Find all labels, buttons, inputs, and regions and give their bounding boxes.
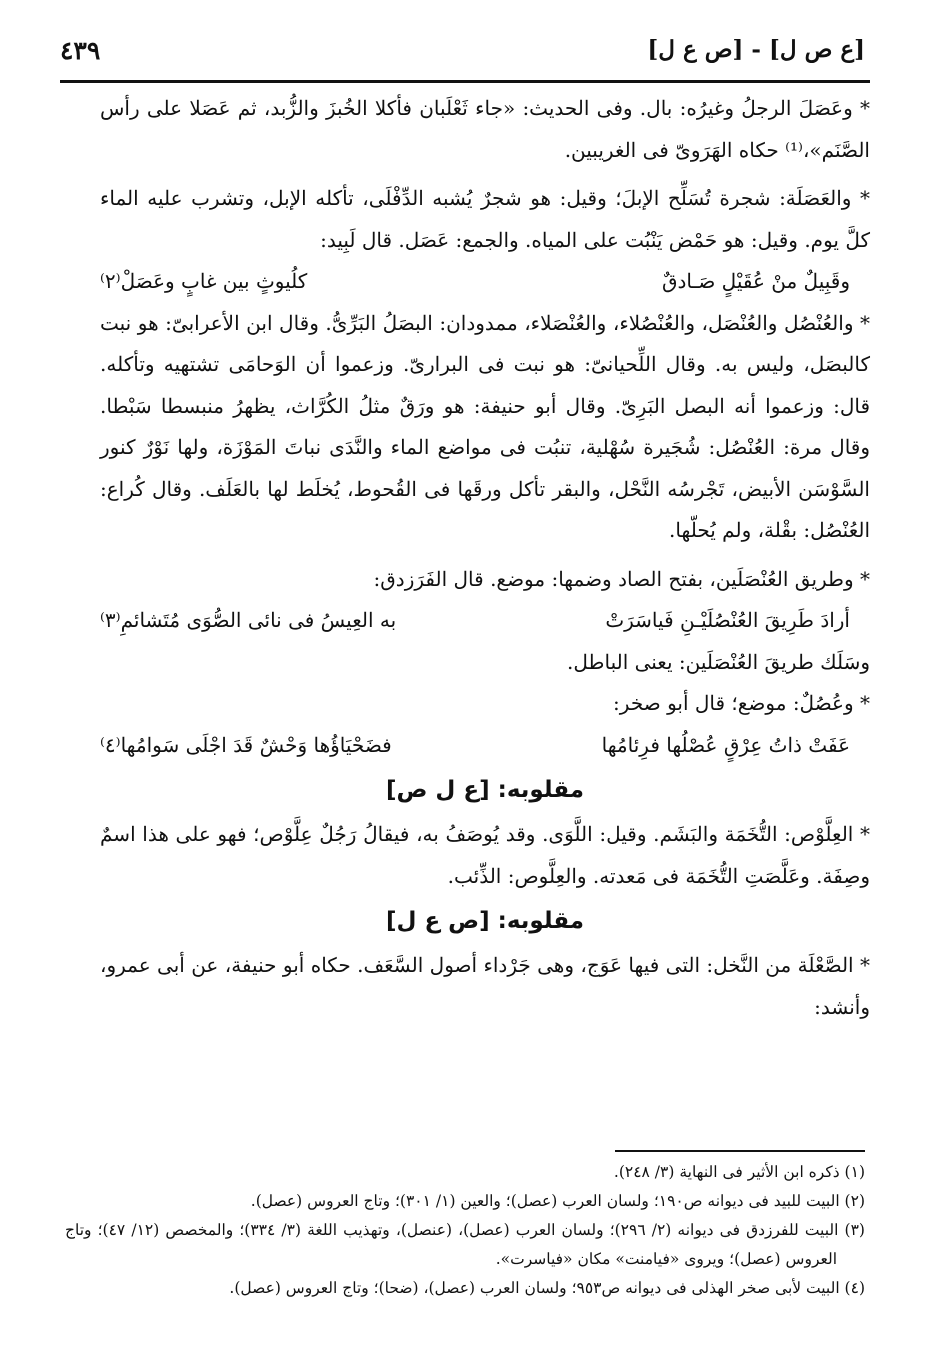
verse-labid (100, 261, 870, 303)
footnote-3: (٣) البيت للفرزدق فى ديوانه (٢/ ٢٩٦)؛ ولسان العرب (عصل)، (عنصل)، وتهذيب اللغة (٣/ ٣٣٤)؛ والمخصص (١٢/ ٤٧)؛ وتاج العروس (عصل)؛ ويروى «فيامنت» مكان «فياسرت». (65, 1221, 865, 1268)
section-heading-als: مقلوبه: [ع ل ص] (385, 777, 585, 803)
header-rule (60, 80, 870, 83)
running-header (60, 28, 865, 78)
entry-batil: وسَلَك طريقَ العُنْصَلَين: يعنى الباطل. (567, 649, 870, 674)
page-number: ٤٣٩ (60, 36, 101, 65)
entry-usul-place: * وعُصُلٌ: موضع؛ قال أبو صخر: (613, 691, 870, 715)
section-heading-sal: مقلوبه: [ص ع ل] (385, 908, 585, 934)
footnote-4: (٤) البيت لأبى صخر الهذلى فى ديوانه ص٩٥٣؛ ولسان العرب (عصل)، (ضحا)؛ وتاج العروس (عصل). (229, 1279, 865, 1297)
verse-first-hemistich: وقَبِيلٌ منْ عُقَيْلٍ صَـادقٌ (661, 269, 850, 293)
entry-asala-urinate: * وعَصَلَ الرجلُ وغيرُه: بال. وفى الحديث: «جاء ثَعْلَبان فأكلا الخُبزَ والزُّبد، ثم عَصَلا على رأس الصَّنَم»،⁽¹⁾ حكاه الهَرَوىّ فى الغريبين. (100, 96, 870, 162)
verse-second-hemistich: فضَحْيَاؤُها وَحْشٌ قَدَ اجْلَى سَوامُها⁽٤⁾ (100, 732, 392, 757)
footnote-list (65, 1158, 865, 1303)
verse-second-hemistich: كلُيوثٍ بين غابٍ وعَصَلْ⁽٢⁾ (100, 269, 308, 293)
entry-salah: * الصَّعْلَة من النَّخل: التى فيها عَوَج، وهى جَرْداء أصول السَّعَف. حكاه أبو حنيفة، عن أبى عمرو، وأنشد: (100, 953, 870, 1019)
entry-tariq-unsulayn: * وطريق العُنْصَلَين، بفتح الصاد وضمها: موضع. قال الفَرَزدق: (373, 566, 870, 591)
entry-illaws: * العِلَّوْص: التُّخَمَة والبَشَم. وقيل: اللَّوَى. وقد يُوصَفُ به، فيقالُ رَجُلٌ عِلَّوْص؛ فهو على هذا اسمٌ وصِفَة. وعَلَّصَتِ التُّخَمَة فى مَعدته. والعِلَّوص: الذِّئب. (100, 822, 870, 888)
footnote-rule (615, 1150, 865, 1152)
verse-first-hemistich: أرادَ طَرِيقَ العُنْصُلَيْـنِ فَياسَرَتْ (605, 608, 850, 632)
entry-asala-tree: * والعَصَلَة: شجرة تُسَلِّح الإبلَ؛ وقيل: هو شجرٌ يُشبه الدِّفْلَى، تأكله الإبل، وتشرب عليه الماء كلَّ يوم. وقيل: هو حَمْض يَنْبُت على المياه. والجمع: عَصَل. قال لَبِيد: (100, 186, 870, 252)
verse-second-hemistich: به العِيسُ فى نائى الصُّوَى مُتَشائمِ⁽٣⁾ (100, 608, 397, 632)
verse-abu-sakhr (100, 725, 870, 767)
header-title: [ع ص ل] - [ص ع ل] (647, 36, 865, 63)
footnote-1: (١) ذكره ابن الأثير فى النهاية (٣/ ٢٤٨). (613, 1163, 865, 1181)
verse-first-hemistich: عَفَتْ ذاتُ عِرْقٍ عُصْلُها فرِئامُها (601, 732, 850, 757)
verse-farazdaq (100, 600, 870, 642)
entry-unsul: * والعُنْصُل والعُنْصَل، والعُنْصُلاء، والعُنْصَلاء، ممدودان: البصَلُ البَرِّىُّ. وقال ابن الأعرابىّ: هو نبت كالبصَل، وليس به. وقال اللِّحيانىّ: هو نبت فى البرارىّ. وزعموا أن الوَحامَى تشتهيه وتأكله. قال: وزعموا أنه البصل البَرِىّ. وقال أبو حنيفة: هو ورَقٌ مثلُ الكُرَّاث، يظهرُ منبسطا سَبْطا. وقال مرة: العُنْصُل: شُجَيرة سُهْلية، تنبُت فى مواضع الماء والنَّدَى نباتَ المَوْزَة، ولها نَوْرٌ كنور السَّوْسَن الأبيض، تَجْرسُه النَّحْل، والبقر تأكل ورقَها فى القُحوط، يُخلَط لها بالعَلَف. وقال كُراع: العُنْصُل: بقْلة، ولم يُحلّها. (100, 310, 870, 542)
main-text (100, 88, 870, 1028)
footnote-2: (٢) البيت للبيد فى ديوانه ص١٩٠؛ ولسان العرب (عصل)؛ والعين (١/ ٣٠١)؛ وتاج العروس (عصل). (250, 1192, 865, 1210)
